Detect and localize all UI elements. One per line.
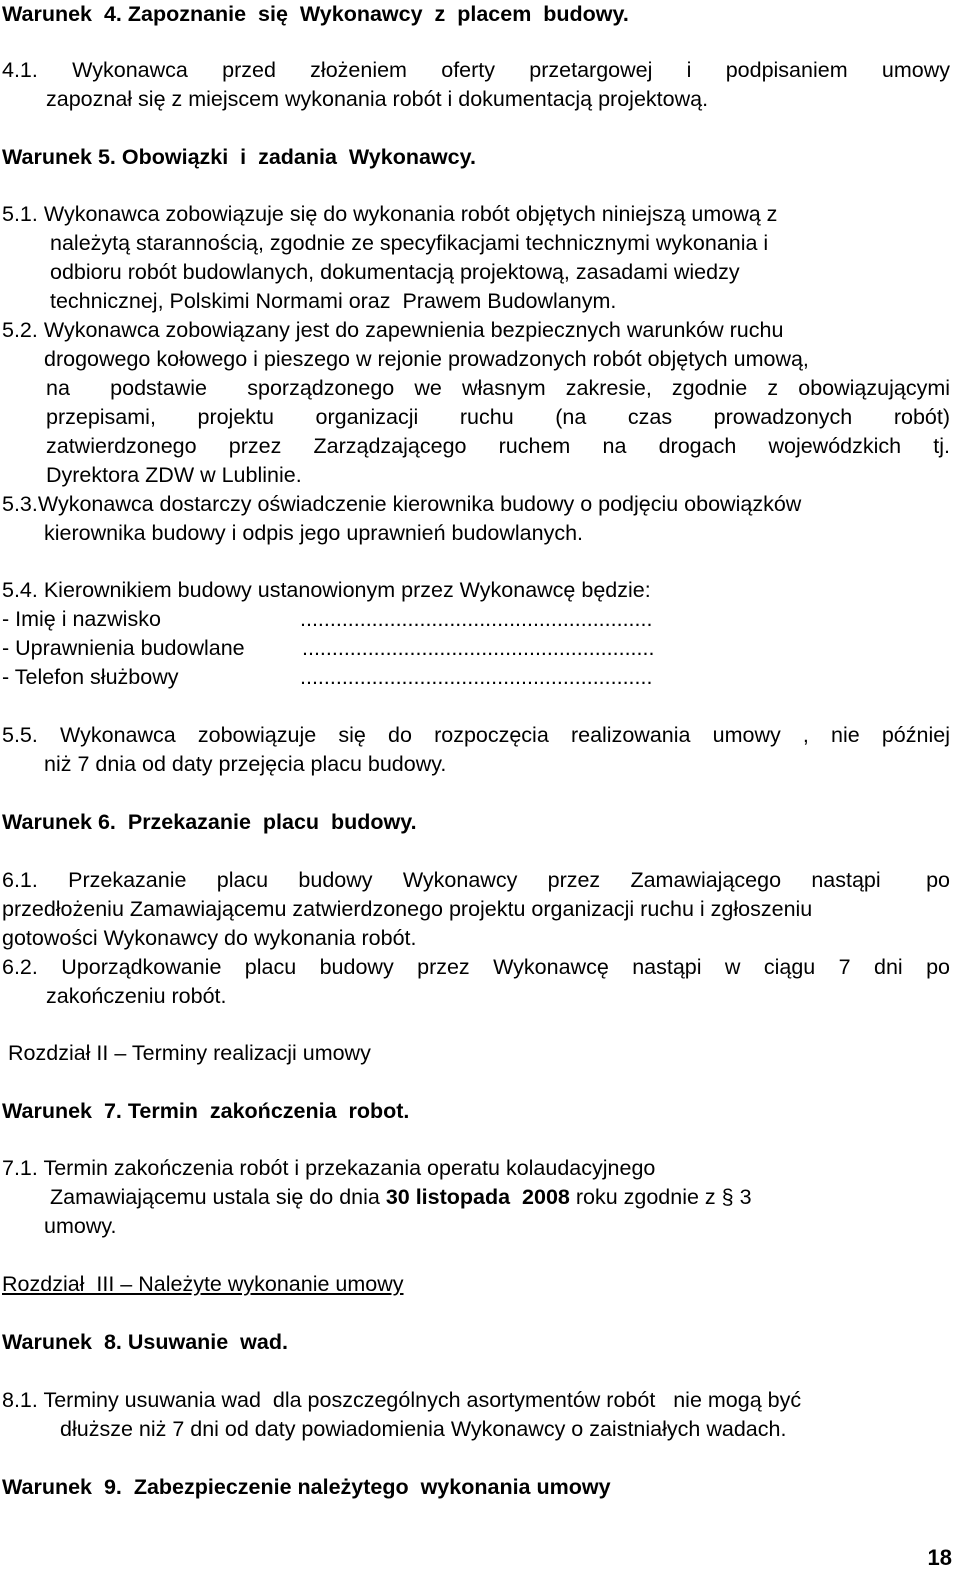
warunek-4-heading: Warunek 4. Zapoznanie się Wykonawcy z placem budowy. xyxy=(2,2,629,26)
completion-date: 30 listopada 2008 xyxy=(385,1185,570,1209)
paragraph-5-2-line: na podstawie sporządzonego we własnym zakresie, zgodnie z obowiązującymi xyxy=(46,376,950,400)
paragraph-7-1-text: roku zgodnie z § 3 xyxy=(569,1185,752,1209)
paragraph-5-2-line: przepisami, projektu organizacji ruchu (na czas prowadzonych robót) xyxy=(46,405,950,429)
warunek-5-heading: Warunek 5. Obowiązki i zadania Wykonawcy. xyxy=(2,145,476,169)
field-label-name: - Imię i nazwisko xyxy=(2,607,161,631)
warunek-7-heading: Warunek 7. Termin zakończenia robot. xyxy=(2,1099,410,1123)
paragraph-5-3-line: 5.3.Wykonawca dostarczy oświadczenie kierownika budowy o podjęciu obowiązków xyxy=(2,492,802,516)
paragraph-6-2-line: 6.2. Uporządkowanie placu budowy przez Wykonawcę nastąpi w ciągu 7 dni po xyxy=(2,955,950,979)
paragraph-5-1-line: odbioru robót budowlanych, dokumentacją projektową, zasadami wiedzy xyxy=(50,260,740,284)
paragraph-5-5-line: niż 7 dnia od daty przejęcia placu budowy. xyxy=(44,752,447,776)
paragraph-5-4: 5.4. Kierownikiem budowy ustanowionym przez Wykonawcę będzie: xyxy=(2,578,651,602)
paragraph-4-1-line-2: zapoznał się z miejscem wykonania robót i dokumentacją projektową. xyxy=(46,87,709,111)
field-dots-qualifications: ........................................................... xyxy=(302,636,655,660)
chapter-3-title: Rozdział III – Należyte wykonanie umowy xyxy=(2,1272,404,1296)
paragraph-5-1-line: należytą starannością, zgodnie ze specyfikacjami technicznymi wykonania i xyxy=(50,231,769,255)
paragraph-5-1-line: 5.1. Wykonawca zobowiązuje się do wykonania robót objętych niniejszą umową z xyxy=(2,202,778,226)
paragraph-7-1-text: Zamawiającemu ustala się do dnia xyxy=(50,1185,386,1209)
field-label-phone: - Telefon służbowy xyxy=(2,665,179,689)
paragraph-5-5-line: 5.5. Wykonawca zobowiązuje się do rozpoczęcia realizowania umowy , nie później xyxy=(2,723,950,747)
paragraph-5-1-line: technicznej, Polskimi Normami oraz Prawem Budowlanym. xyxy=(50,289,617,313)
field-label-qualifications: - Uprawnienia budowlane xyxy=(2,636,245,660)
field-dots-name: ........................................................... xyxy=(300,607,653,631)
paragraph-8-1-line: dłuższe niż 7 dni od daty powiadomienia Wykonawcy o zaistniałych wadach. xyxy=(60,1417,787,1441)
paragraph-7-1-line-3: umowy. xyxy=(44,1214,117,1238)
paragraph-6-2-line: zakończeniu robót. xyxy=(46,984,227,1008)
paragraph-6-1-line: przedłożeniu Zamawiającemu zatwierdzonego projektu organizacji ruchu i zgłoszeniu xyxy=(2,897,813,921)
warunek-8-heading: Warunek 8. Usuwanie wad. xyxy=(2,1330,288,1354)
paragraph-5-3-line: kierownika budowy i odpis jego uprawnień budowlanych. xyxy=(44,521,584,545)
paragraph-4-1-line-1: 4.1. Wykonawca przed złożeniem oferty przetargowej i podpisaniem umowy xyxy=(2,58,950,82)
warunek-6-heading: Warunek 6. Przekazanie placu budowy. xyxy=(2,810,417,834)
chapter-2-title: Rozdział II – Terminy realizacji umowy xyxy=(8,1041,371,1065)
field-dots-phone: ........................................................... xyxy=(300,665,653,689)
paragraph-7-1-line-2 xyxy=(50,1183,752,1212)
paragraph-7-1-line-1: 7.1. Termin zakończenia robót i przekazania operatu kolaudacyjnego xyxy=(2,1156,656,1180)
warunek-9-heading: Warunek 9. Zabezpieczenie należytego wykonania umowy xyxy=(2,1475,611,1499)
paragraph-8-1-line: 8.1. Terminy usuwania wad dla poszczególnych asortymentów robót nie mogą być xyxy=(2,1388,802,1412)
paragraph-6-1-line: gotowości Wykonawcy do wykonania robót. xyxy=(2,926,417,950)
paragraph-5-2-line: zatwierdzonego przez Zarządzającego ruchem na drogach wojewódzkich tj. xyxy=(46,434,950,458)
paragraph-5-2-line: drogowego kołowego i pieszego w rejonie prowadzonych robót objętych umową, xyxy=(44,347,809,371)
paragraph-6-1-line: 6.1. Przekazanie placu budowy Wykonawcy przez Zamawiającego nastąpi po xyxy=(2,868,950,892)
paragraph-5-2-line: 5.2. Wykonawca zobowiązany jest do zapewnienia bezpiecznych warunków ruchu xyxy=(2,318,784,342)
page-number: 18 xyxy=(927,1545,952,1570)
paragraph-5-2-line: Dyrektora ZDW w Lublinie. xyxy=(46,463,302,487)
